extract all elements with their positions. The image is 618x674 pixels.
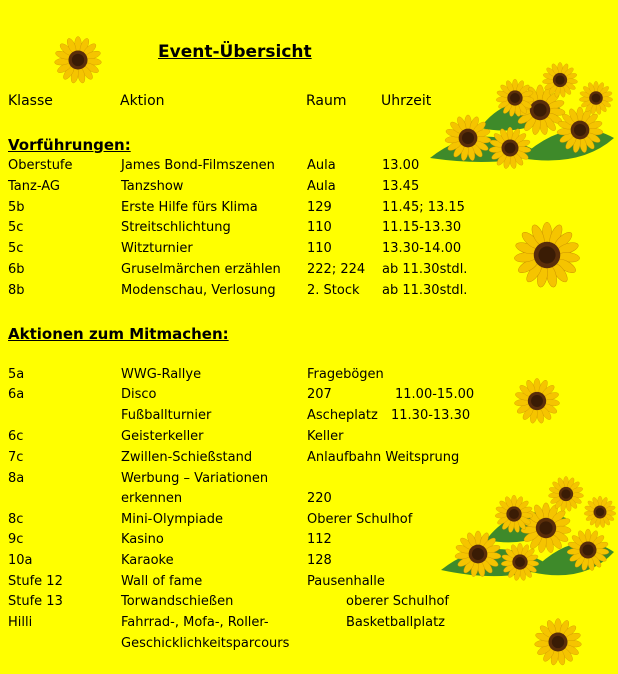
table-cell-raum: Aula <box>307 179 336 194</box>
table-cell-raum: 222; 224 <box>307 262 366 277</box>
table-cell-aktion: Witzturnier <box>121 241 193 256</box>
table-cell-raum: 207 <box>307 387 332 402</box>
table-cell-aktion: Modenschau, Verlosung <box>121 283 276 298</box>
table-cell-aktion: Geisterkeller <box>121 429 204 444</box>
section-mitmachen: Aktionen zum Mitmachen: <box>8 325 229 343</box>
table-cell-klasse: 9c <box>8 532 24 547</box>
table-cell-aktion: Geschicklichkeitsparcours <box>121 636 290 651</box>
table-cell-klasse: 8a <box>8 471 25 486</box>
table-cell-raum: 112 <box>307 532 332 547</box>
sunflower-bouquet-icon <box>420 58 616 172</box>
table-cell-klasse: 5c <box>8 220 24 235</box>
table-cell-klasse: 7c <box>8 450 24 465</box>
sunflower-icon <box>50 32 106 88</box>
table-cell-raum: Basketballplatz <box>346 615 446 630</box>
table-cell-zeit: 11.15-13.30 <box>382 220 462 235</box>
sunflower-icon <box>510 374 564 428</box>
table-cell-aktion: Disco <box>121 387 157 402</box>
header-aktion: Aktion <box>120 93 165 109</box>
page-title: Event-Übersicht <box>158 42 312 62</box>
table-cell-klasse: Tanz-AG <box>8 179 60 194</box>
header-klasse: Klasse <box>8 93 53 109</box>
sunflower-icon <box>530 614 586 670</box>
table-cell-raum: 110 <box>307 241 332 256</box>
table-cell-zeit: ab 11.30stdl. <box>382 283 468 298</box>
table-cell-raum: Aula <box>307 158 336 173</box>
table-cell-aktion: Werbung – Variationen <box>121 471 269 486</box>
table-cell-klasse: 8b <box>8 283 25 298</box>
table-cell-aktion: Gruselmärchen erzählen <box>121 262 281 277</box>
table-cell-aktion: Fahrrad-, Mofa-, Roller- <box>121 615 269 630</box>
table-cell-aktion: James Bond-Filmszenen <box>121 158 275 173</box>
table-cell-raum: 220 <box>307 491 332 506</box>
table-cell-aktion: Tanzshow <box>121 179 184 194</box>
table-cell-raum: 128 <box>307 553 332 568</box>
table-cell-zeit: 11.30-13.30 <box>391 408 471 423</box>
table-cell-raum: Fragebögen <box>307 367 384 382</box>
table-cell-zeit: 13.00 <box>382 158 420 173</box>
table-cell-aktion: Fußballturnier <box>121 408 212 423</box>
header-raum: Raum <box>306 93 347 109</box>
table-cell-aktion: Torwandschießen <box>121 594 234 609</box>
table-cell-klasse: 5a <box>8 367 25 382</box>
table-cell-klasse: 6c <box>8 429 24 444</box>
table-cell-aktion: erkennen <box>121 491 183 506</box>
table-cell-zeit: 13.30-14.00 <box>382 241 462 256</box>
table-cell-raum: Pausenhalle <box>307 574 385 589</box>
table-cell-zeit: ab 11.30stdl. <box>382 262 468 277</box>
table-cell-klasse: 8c <box>8 512 24 527</box>
table-cell-aktion: Streitschlichtung <box>121 220 231 235</box>
table-cell-raum: Ascheplatz <box>307 408 378 423</box>
table-cell-zeit: 11.00-15.00 <box>395 387 475 402</box>
table-cell-aktion: WWG-Rallye <box>121 367 202 382</box>
table-cell-raum: Keller <box>307 429 344 444</box>
table-cell-klasse: 10a <box>8 553 33 568</box>
section-vorfuehrungen: Vorführungen: <box>8 136 131 154</box>
sunflower-bouquet-icon <box>436 470 616 588</box>
table-cell-raum: 2. Stock <box>307 283 360 298</box>
table-cell-aktion: Wall of fame <box>121 574 203 589</box>
table-cell-aktion: Kasino <box>121 532 164 547</box>
table-cell-aktion: Erste Hilfe fürs Klima <box>121 200 258 215</box>
table-cell-klasse: 6b <box>8 262 25 277</box>
sunflower-icon <box>508 216 586 294</box>
table-cell-raum: Anlaufbahn Weitsprung <box>307 450 460 465</box>
table-cell-zeit: 11.45; 13.15 <box>382 200 465 215</box>
header-uhrzeit: Uhrzeit <box>381 93 432 109</box>
table-cell-raum: oberer Schulhof <box>346 594 449 609</box>
table-cell-aktion: Zwillen-Schießstand <box>121 450 253 465</box>
table-cell-klasse: 6a <box>8 387 25 402</box>
table-cell-zeit: 13.45 <box>382 179 420 194</box>
table-cell-klasse: Stufe 13 <box>8 594 63 609</box>
table-cell-klasse: Oberstufe <box>8 158 73 173</box>
table-cell-klasse: Stufe 12 <box>8 574 63 589</box>
table-cell-raum: Oberer Schulhof <box>307 512 413 527</box>
table-cell-klasse: Hilli <box>8 615 33 630</box>
table-cell-aktion: Karaoke <box>121 553 174 568</box>
table-cell-aktion: Mini-Olympiade <box>121 512 224 527</box>
table-cell-klasse: 5c <box>8 241 24 256</box>
table-cell-raum: 129 <box>307 200 332 215</box>
table-cell-raum: 110 <box>307 220 332 235</box>
table-cell-klasse: 5b <box>8 200 25 215</box>
